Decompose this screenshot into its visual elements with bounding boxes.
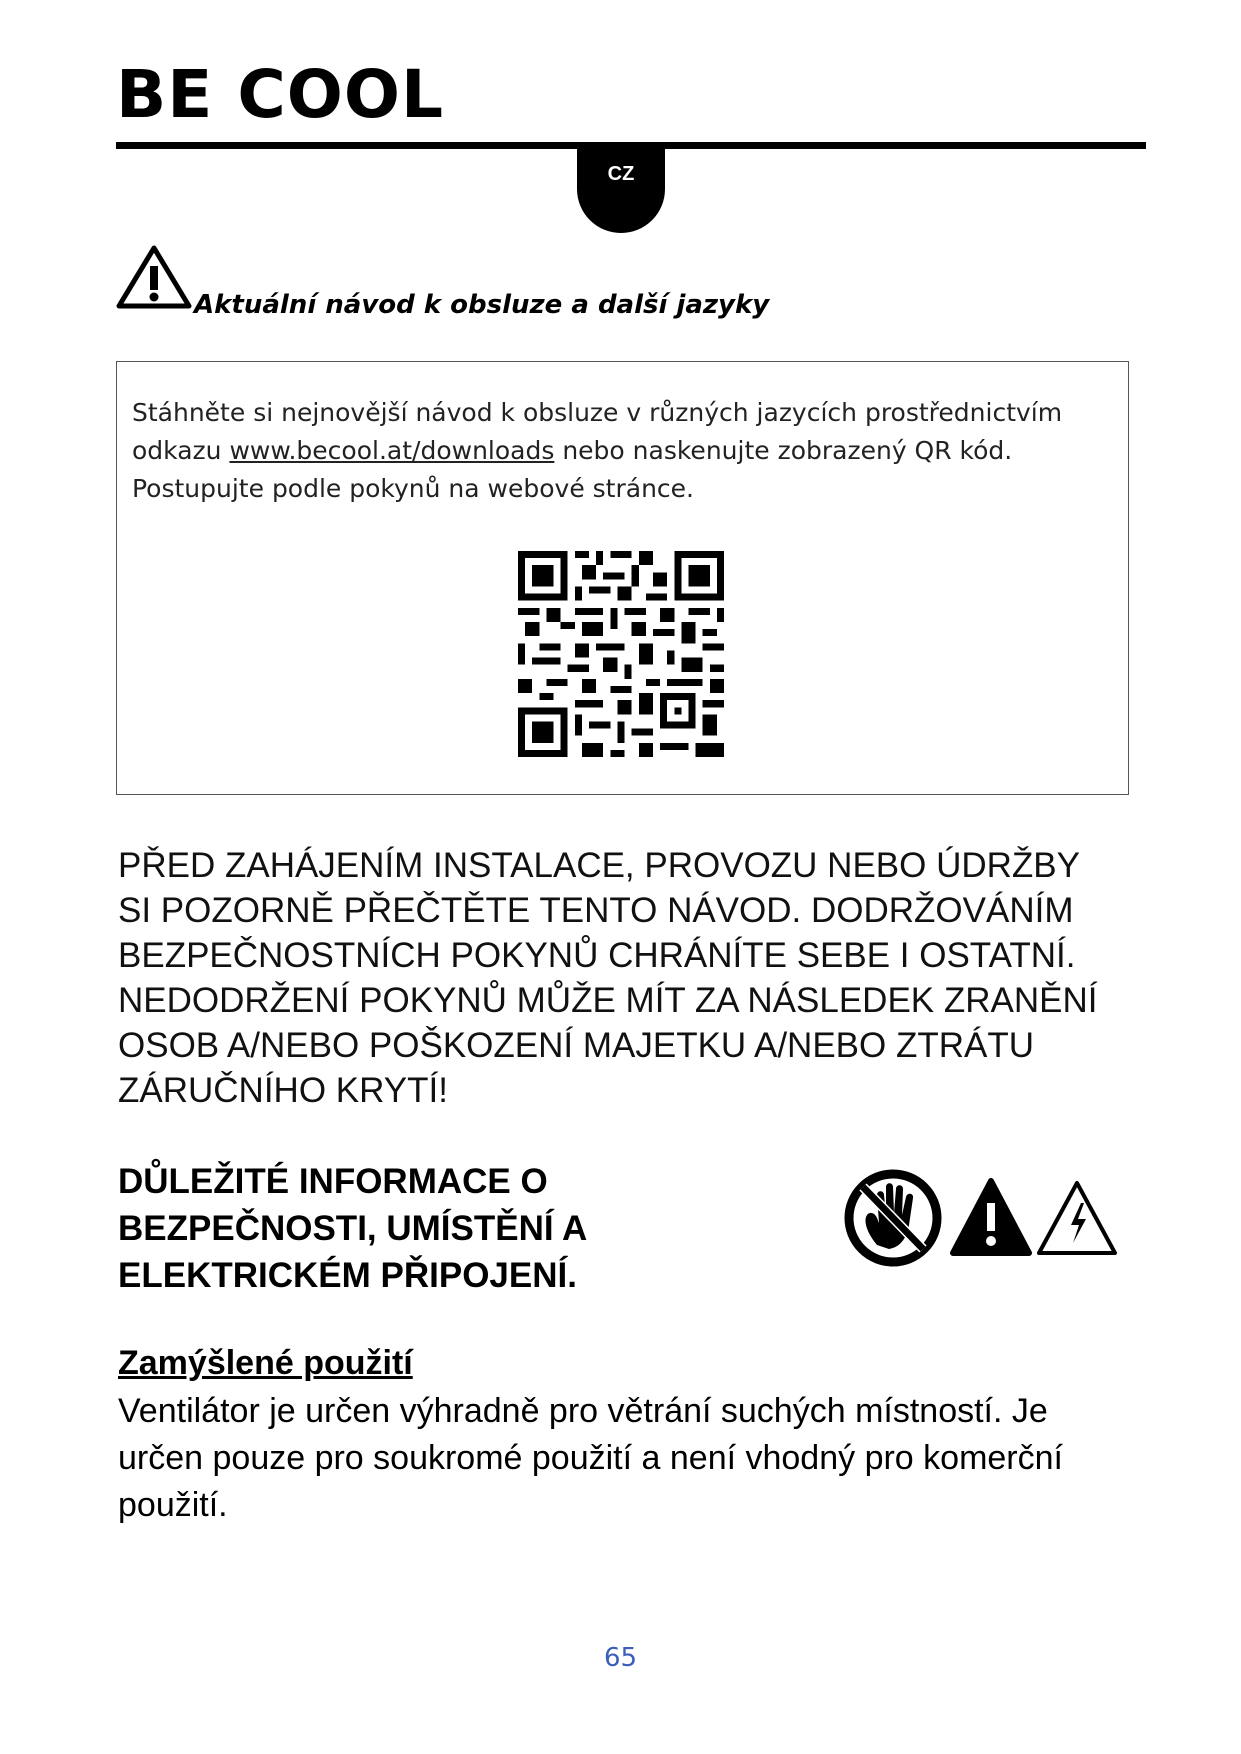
language-tab xyxy=(577,149,665,233)
download-heading: Aktuální návod k obsluze a další jazyky xyxy=(194,290,770,320)
electric-hazard-icon xyxy=(1039,1183,1115,1253)
download-instructions: Stáhněte si nejnovější návod k obsluze v různých jazycích prostřednictvím odkazu www.becool.at/downloads nebo naskenujte zobrazený QR kód. Postupujte podle pokynů na webové stránce. xyxy=(132,398,1063,503)
safety-warning-text: PŘED ZAHÁJENÍM INSTALACE, PROVOZU NEBO ÚDRŽBY SI POZORNĚ PŘEČTĚTE TENTO NÁVOD. DODRŽOVÁNÍM BEZPEČNOSTNÍCH POKYNŮ CHRÁNÍTE SEBE I OSTATNÍ. NEDODRŽENÍ POKYNŮ MŮŽE MÍT ZA NÁSLEDEK ZRANĚNÍ OSOB A/NEBO POŠKOZENÍ MAJETKU A/NEBO ZTRÁTU ZÁRUČNÍHO KRYTÍ! xyxy=(118,846,1098,1110)
warning-icon xyxy=(953,1181,1029,1253)
warning-icon xyxy=(116,244,192,310)
no-touch-icon xyxy=(849,1174,937,1262)
qr-code[interactable] xyxy=(518,551,724,757)
safety-icons xyxy=(843,1163,1133,1273)
download-link[interactable]: www.becool.at/downloads xyxy=(229,436,555,465)
brand-logo: BE COOL xyxy=(116,56,445,133)
language-label: CZ xyxy=(607,163,635,185)
safety-heading: DŮLEŽITÉ INFORMACE O BEZPEČNOSTI, UMÍSTĚNÍ A ELEKTRICKÉM PŘIPOJENÍ. xyxy=(118,1162,586,1295)
intended-use-text: Ventilátor je určen výhradně pro větrání suchých místností. Je určen pouze pro soukromé použití a není vhodný pro komerční použití. xyxy=(118,1392,1063,1524)
page-number: 65 xyxy=(603,1643,638,1673)
header-rule xyxy=(116,142,1146,149)
intended-use-heading: Zamýšlené použití xyxy=(118,1344,413,1382)
